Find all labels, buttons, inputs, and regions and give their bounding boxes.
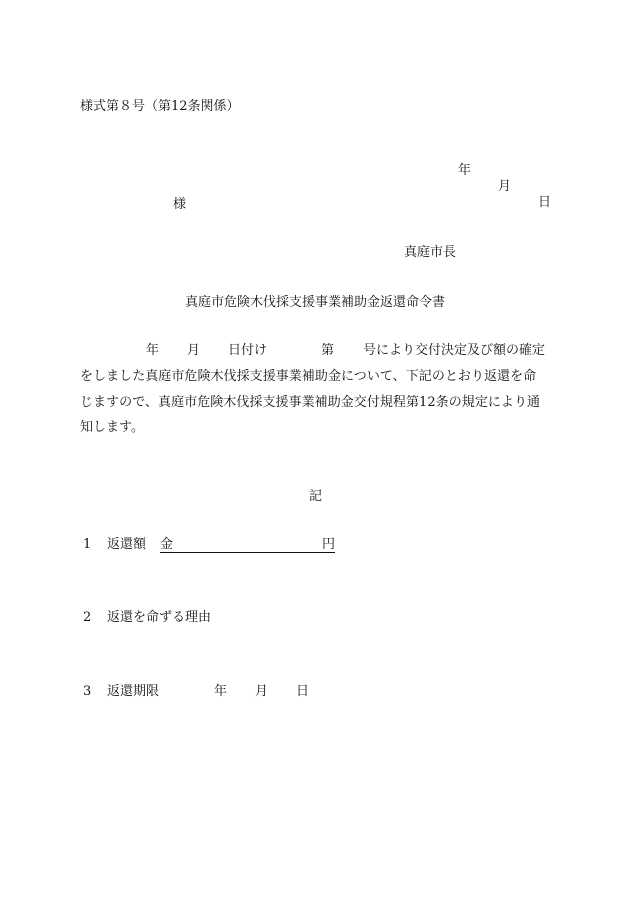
ref-number-prefix: 第 [321,343,335,358]
deadline-year-label: 年 [214,684,228,699]
deadline-month-label: 月 [255,684,269,699]
item-number: 1 [83,537,92,552]
amount-underline [160,552,335,553]
body-paragraph-line-1 [80,343,552,359]
date-year-label: 年 [458,163,472,178]
addressee-honorific: 様 [173,197,187,212]
ref-dated-label: 日付け [228,343,268,358]
form-number: 様式第８号（第12条関係） [80,99,240,114]
body-paragraph-line-4: 知します。 [80,420,144,435]
amount-prefix: 金 [160,537,174,552]
item-label: 返還期限 [107,684,160,699]
ki-heading: 記 [309,489,323,504]
item-label: 返還額 [107,537,147,552]
amount-suffix: 円 [322,537,336,552]
issuer-name: 真庭市長 [404,245,457,260]
document-title: 真庭市危険木伐採支援事業補助金返還命令書 [184,295,445,310]
item-number: 2 [83,610,92,625]
item-label: 返還を命ずる理由 [107,610,212,625]
item-return-deadline [80,684,310,780]
item-number: 3 [83,684,92,699]
body-paragraph-line-2: をしました真庭市危険木伐採支援事業補助金について、下記のとおり返還を命 [80,369,537,384]
body-paragraph-line-3: じますので、真庭市危険木伐採支援事業補助金交付規程第12条の規定により通 [80,395,541,410]
ref-number-rest: 号により交付決定及び額の確定 [363,343,546,358]
date-day-label: 日 [538,195,552,210]
ref-month-label: 月 [187,343,201,358]
issue-date [458,147,552,211]
ref-year-label: 年 [146,343,160,358]
date-month-label: 月 [498,179,512,194]
item-return-reason [80,610,212,658]
deadline-day-label: 日 [296,684,310,699]
